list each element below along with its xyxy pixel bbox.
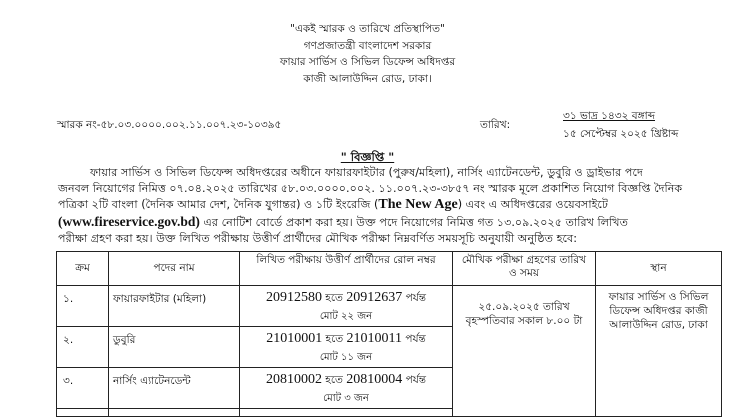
roll-mid: হতে <box>322 333 347 345</box>
date-bangla: ৩১ ভাদ্র ১৪৩২ বঙ্গাব্দ <box>563 110 656 122</box>
viva-place: ফায়ার সার্ভিস ও সিভিল ডিফেন্স অধিদপ্তর কাজী আলাউদ্দিন রোড, ঢাকা <box>596 286 722 417</box>
row-serial: ৩. <box>57 368 109 409</box>
date-label: তারিখ: <box>480 119 511 131</box>
row-serial: ১. <box>57 286 109 327</box>
notice-line-3-end: ) এবং এ অধিদপ্তরের ওয়েবসাইটে <box>457 198 608 211</box>
row-roll <box>240 327 453 368</box>
roll-mid: হতে <box>321 374 347 386</box>
row-post-empty <box>109 409 240 417</box>
viva-date-time <box>453 286 596 417</box>
notice-line-1: ফায়ার সার্ভিস ও সিভিল ডিফেন্স অধিদপ্তরের অধীনে ফায়ারফাইটার (পুরুষ/মহিলা), নার্সিং এ্যাটেনডেন্ট, ডুবুরি ও ড্রাইভার পদে <box>90 166 643 179</box>
notice-line-4-end: এর নোটিশ বোর্ডে প্রকাশ করা হয়। উক্ত পদে নিয়োগের নিমিত্ত গত ১৩.০৯.২০২৫ তারিখ লিখিত <box>199 216 628 229</box>
website-url: (www.fireservice.gov.bd) <box>58 214 200 229</box>
roll-to: 20912637 <box>346 290 403 305</box>
department-name: ফায়ার সার্ভিস ও সিভিল ডিফেন্স অধিদপ্তর <box>279 56 456 68</box>
header-place: স্থান <box>596 252 722 286</box>
viva-schedule-table <box>56 251 722 417</box>
roll-from: 20912580 <box>265 290 322 305</box>
row-roll <box>240 368 453 409</box>
row-post: ফায়ারফাইটার (মহিলা) <box>109 286 240 327</box>
newspaper-name: The New Age <box>378 197 458 212</box>
memo-number: স্মারক নং-৫৮.০৩.০০০০.০০২.১১.০০৭.২৩-১০৩৯৫ <box>57 119 282 131</box>
roll-to: 20810004 <box>346 372 403 387</box>
table-header-row <box>57 252 722 286</box>
header-serial: ক্রম <box>57 252 109 286</box>
row-serial-empty <box>57 409 109 417</box>
header-post: পদের নাম <box>109 252 240 286</box>
header-roll: লিখিত পরীক্ষায় উত্তীর্ণ প্রার্থীদের রোল নম্বর <box>240 252 453 286</box>
row-post: ডুবুরি <box>109 327 240 368</box>
reissue-note: "একই স্মারক ও তারিখে প্রতিস্থাপিত" <box>290 23 445 35</box>
roll-total: মোট ১১ জন <box>319 352 373 363</box>
roll-suffix: পর্যন্ত <box>402 292 427 304</box>
notice-line-3-start: পত্রিকা ২টি বাংলা (দৈনিক আমার দেশ, দৈনিক যুগান্তর) ও ১টি ইংরেজি ( <box>58 198 379 211</box>
row-serial: ২. <box>57 327 109 368</box>
header-viva: মৌখিক পরীক্ষা গ্রহণের তারিখ ও সময় <box>453 252 596 286</box>
row-roll <box>240 286 453 327</box>
notice-line-4 <box>58 214 718 230</box>
table-row <box>57 286 722 327</box>
viva-date: ২৫.০৯.২০২৫ তারিখ <box>478 301 570 313</box>
notice-line-2: জনবল নিয়োগের নিমিত্ত ০৭.০৪.২০২৫ তারিখের ৫৮.০৩.০০০০.০০২. ১১.০০৭.২৩-৩৮৫৭ নং স্মারক মূলে প্রকাশিত নিয়োগ বিজ্ঞপ্তি দৈনিক <box>58 182 683 195</box>
roll-from: 20810002 <box>265 372 322 387</box>
notice-title: " বিজ্ঞপ্তি " <box>340 150 395 164</box>
roll-total: মোট ২২ জন <box>319 311 373 322</box>
row-post: নার্সিং এ্যাটেনডেন্ট <box>109 368 240 409</box>
government-name: গণপ্রজাতন্ত্রী বাংলাদেশ সরকার <box>303 40 432 52</box>
viva-time: বৃহস্পতিবার সকাল ৮.০০ টা <box>465 315 583 327</box>
roll-total: মোট ৩ জন <box>323 393 369 404</box>
notice-line-5: পরীক্ষা গ্রহণ করা হয়। উক্ত লিখিত পরীক্ষায় উত্তীর্ণ প্রার্থীদের মৌখিক পরীক্ষা নিম্নবর্ণিত সময়সূচি অনুযায়ী অনুষ্ঠিত হবে: <box>58 232 577 245</box>
row-roll-empty <box>240 409 453 417</box>
roll-from: 21010001 <box>266 331 323 346</box>
office-address: কাজী আলাউদ্দিন রোড, ঢাকা। <box>303 73 432 85</box>
roll-to: 21010011 <box>346 331 402 346</box>
roll-suffix: পর্যন্ত <box>402 333 426 345</box>
roll-suffix: পর্যন্ত <box>402 374 427 386</box>
notice-line-3 <box>58 197 718 212</box>
roll-mid: হতে <box>321 292 347 304</box>
date-gregorian: ১৫ সেপ্টেম্বর ২০২৫ খ্রিষ্টাব্দ <box>563 128 679 140</box>
